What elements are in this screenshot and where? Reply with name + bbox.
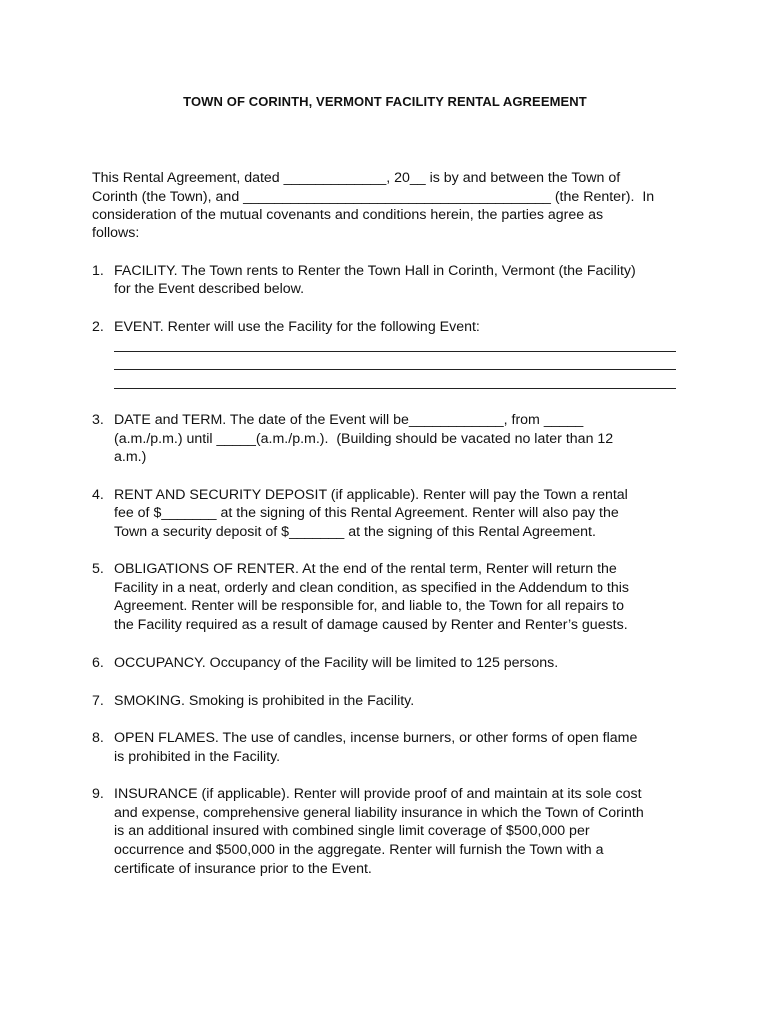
intro-line-3: consideration of the mutual covenants and conditions herein, the parties agree as <box>92 207 604 223</box>
section-5-line-4: the Facility required as a result of damage caused by Renter and Renter’s guests. <box>114 617 628 633</box>
section-8-line-1: OPEN FLAMES. The use of candles, incense burners, or other forms of open flame <box>114 730 638 746</box>
event-blank-line-3 <box>114 388 676 389</box>
page-title: TOWN OF CORINTH, VERMONT FACILITY RENTAL AGREEMENT <box>183 94 587 109</box>
section-3-line-1: DATE and TERM. The date of the Event will be____________, from _____ <box>114 412 584 428</box>
section-3-number: 3. <box>92 412 104 428</box>
section-4-line-2: fee of $_______ at the signing of this Rental Agreement. Renter will also pay the <box>114 505 619 521</box>
section-3-line-2: (a.m./p.m.) until _____(a.m./p.m.). (Building should be vacated no later than 12 <box>114 431 614 447</box>
section-5-line-3: Agreement. Renter will be responsible for, and liable to, the Town for all repairs to <box>114 598 624 614</box>
section-1-number: 1. <box>92 263 104 279</box>
section-3-line-3: a.m.) <box>114 449 147 465</box>
section-9-line-1: INSURANCE (if applicable). Renter will provide proof of and maintain at its sole cost <box>114 786 642 802</box>
section-9-line-2: and expense, comprehensive general liability insurance in which the Town of Corinth <box>114 805 644 821</box>
section-8-number: 8. <box>92 730 104 746</box>
intro-line-4: follows: <box>92 225 140 241</box>
section-1-line-1: FACILITY. The Town rents to Renter the Town Hall in Corinth, Vermont (the Facility) <box>114 263 636 279</box>
section-9-line-5: certificate of insurance prior to the Event. <box>114 861 372 877</box>
intro-line-1: This Rental Agreement, dated _____________, 20__ is by and between the Town of <box>92 170 621 186</box>
section-2-number: 2. <box>92 319 104 335</box>
intro-line-2: Corinth (the Town), and _______________________________________ (the Renter). In <box>92 189 655 205</box>
section-6-number: 6. <box>92 655 104 671</box>
section-5-line-1: OBLIGATIONS OF RENTER. At the end of the rental term, Renter will return the <box>114 561 617 577</box>
section-9-line-4: occurrence and $500,000 in the aggregate. Renter will furnish the Town with a <box>114 842 604 858</box>
event-blank-line-2 <box>114 369 676 370</box>
section-6-line-1: OCCUPANCY. Occupancy of the Facility will be limited to 125 persons. <box>114 655 559 671</box>
section-9-line-3: is an additional insured with combined single limit coverage of $500,000 per <box>114 823 590 839</box>
section-5-number: 5. <box>92 561 104 577</box>
section-8-line-2: is prohibited in the Facility. <box>114 749 281 765</box>
section-9-number: 9. <box>92 786 104 802</box>
section-1-line-2: for the Event described below. <box>114 281 305 297</box>
section-5-line-2: Facility in a neat, orderly and clean condition, as specified in the Addendum to this <box>114 580 629 596</box>
section-2-line-1: EVENT. Renter will use the Facility for the following Event: <box>114 319 480 335</box>
event-blank-line-1 <box>114 351 676 352</box>
section-7-line-1: SMOKING. Smoking is prohibited in the Facility. <box>114 693 415 709</box>
section-4-number: 4. <box>92 487 104 503</box>
section-7-number: 7. <box>92 693 104 709</box>
section-4-line-3: Town a security deposit of $_______ at the signing of this Rental Agreement. <box>114 524 596 540</box>
section-4-line-1: RENT AND SECURITY DEPOSIT (if applicable). Renter will pay the Town a rental <box>114 487 628 503</box>
